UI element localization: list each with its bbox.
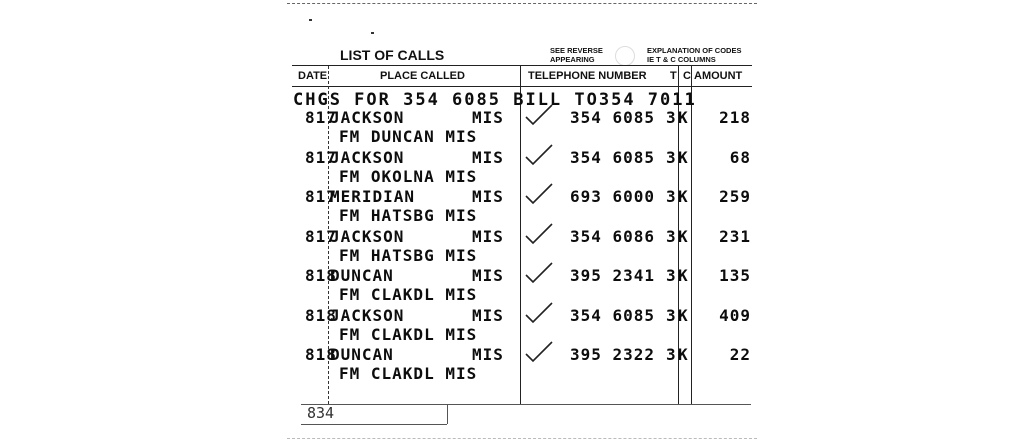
call-t-code: 3 — [666, 266, 677, 285]
charges-line: CHGS FOR 354 6085 BILL TO354 7011 — [293, 90, 697, 110]
checkmark-icon — [524, 142, 554, 168]
call-code: K — [678, 148, 689, 167]
call-t-code: 3 — [666, 345, 677, 364]
form-title: LIST OF CALLS — [340, 47, 445, 63]
top-scan-edge — [287, 3, 757, 4]
call-t-code: 3 — [666, 108, 677, 127]
checkmark-icon — [524, 260, 554, 286]
call-origin: FM CLAKDL MIS — [339, 364, 478, 383]
call-amount: 259 — [719, 187, 751, 206]
explanation-line1: EXPLANATION OF CODES — [647, 46, 742, 55]
call-place: DUNCAN — [330, 266, 394, 285]
call-telephone: 354 6085 — [570, 108, 656, 127]
call-t-code: 3 — [666, 227, 677, 246]
call-place: JACKSON — [330, 148, 405, 167]
checkmark-icon — [524, 221, 554, 247]
call-t-code: 3 — [666, 148, 677, 167]
checkmark-icon — [524, 339, 554, 365]
call-telephone: 395 2322 — [570, 345, 656, 364]
call-code: K — [678, 227, 689, 246]
call-telephone: 693 6000 — [570, 187, 656, 206]
call-place: DUNCAN — [330, 345, 394, 364]
call-state: MIS — [472, 345, 504, 364]
call-code: K — [678, 306, 689, 325]
call-place: JACKSON — [330, 227, 405, 246]
checkmark-icon — [524, 181, 554, 207]
telephone-column-rule — [520, 66, 521, 404]
call-code: K — [678, 266, 689, 285]
call-date: 817 — [305, 187, 337, 206]
scan-speck — [371, 32, 374, 34]
call-place: JACKSON — [330, 306, 405, 325]
call-origin: FM CLAKDL MIS — [339, 285, 478, 304]
call-origin: FM CLAKDL MIS — [339, 325, 478, 344]
call-origin: FM DUNCAN MIS — [339, 127, 478, 146]
col-header-c: C — [683, 70, 691, 82]
call-amount: 22 — [729, 345, 751, 364]
footer-rule-lower — [301, 424, 447, 425]
see-reverse-note — [550, 46, 603, 64]
checkmark-icon — [524, 300, 554, 326]
header-rule-bottom — [292, 86, 752, 87]
call-place: JACKSON — [330, 108, 405, 127]
col-header-amount: AMOUNT — [694, 70, 743, 82]
checkmark-icon — [524, 102, 554, 128]
call-telephone: 354 6085 — [570, 306, 656, 325]
call-date: 817 — [305, 227, 337, 246]
call-origin: FM HATSBG MIS — [339, 246, 478, 265]
call-date: 817 — [305, 148, 337, 167]
call-state: MIS — [472, 227, 504, 246]
call-amount: 68 — [729, 148, 751, 167]
call-amount: 409 — [719, 306, 751, 325]
call-telephone: 395 2341 — [570, 266, 656, 285]
scan-speck — [309, 19, 312, 21]
call-t-code: 3 — [666, 187, 677, 206]
call-date: 818 — [305, 306, 337, 325]
call-telephone: 354 6085 — [570, 148, 656, 167]
col-header-t: T — [670, 70, 677, 82]
call-state: MIS — [472, 266, 504, 285]
col-header-date: DATE — [298, 70, 328, 82]
call-amount: 231 — [719, 227, 751, 246]
footer-rule-tick — [447, 404, 448, 424]
call-date: 818 — [305, 345, 337, 364]
call-amount: 218 — [719, 108, 751, 127]
header-rule-top — [292, 65, 752, 66]
call-place: MERIDIAN — [330, 187, 416, 206]
call-state: MIS — [472, 148, 504, 167]
call-code: K — [678, 345, 689, 364]
footer-rule — [301, 404, 751, 405]
footer-number: 834 — [307, 404, 335, 422]
call-date: 818 — [305, 266, 337, 285]
explanation-line2: IE T & C COLUMNS — [647, 55, 716, 64]
call-code: K — [678, 187, 689, 206]
call-list-form — [287, 0, 757, 446]
col-header-place: PLACE CALLED — [380, 70, 465, 82]
see-reverse-line1: SEE REVERSE — [550, 46, 603, 55]
call-t-code: 3 — [666, 306, 677, 325]
explanation-note — [647, 46, 741, 64]
call-amount: 135 — [719, 266, 751, 285]
call-state: MIS — [472, 187, 504, 206]
call-origin: FM OKOLNA MIS — [339, 167, 478, 186]
see-reverse-line2: APPEARING — [550, 55, 595, 64]
bottom-scan-edge — [287, 438, 757, 439]
call-state: MIS — [472, 306, 504, 325]
call-date: 817 — [305, 108, 337, 127]
call-origin: FM HATSBG MIS — [339, 206, 478, 225]
call-telephone: 354 6086 — [570, 227, 656, 246]
call-state: MIS — [472, 108, 504, 127]
col-header-telephone: TELEPHONE NUMBER — [528, 70, 647, 82]
punch-hole — [615, 46, 635, 66]
call-code: K — [678, 108, 689, 127]
